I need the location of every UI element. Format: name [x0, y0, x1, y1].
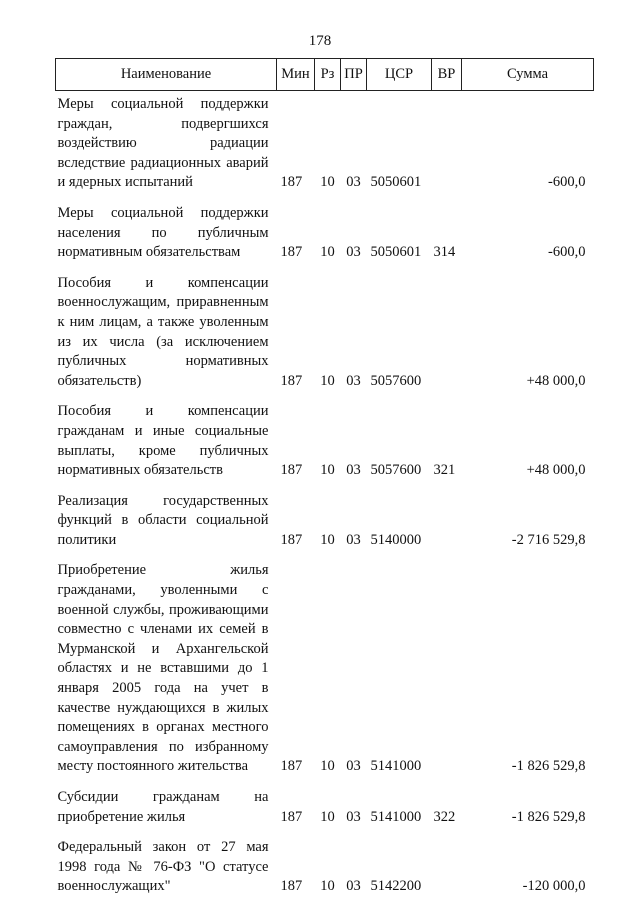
table-row: [56, 833, 594, 903]
row-min: 187: [280, 372, 303, 389]
row-sum: -120 000,0: [522, 878, 586, 895]
row-csr: 5142200: [370, 878, 422, 895]
row-pr: 03: [346, 372, 361, 389]
row-csr: 5057600: [370, 372, 422, 389]
row-sum: -2 716 529,8: [511, 531, 586, 548]
row-pr: 03: [346, 174, 361, 191]
row-vr: 314: [433, 244, 456, 261]
row-vr: [432, 833, 462, 903]
row-name: Пособия и компенсации военнослужащим, приравненным к ним лицам, а также уволенным из их числа (за исключением публичных нормативных обязательств): [57, 274, 269, 389]
row-csr: 5057600: [370, 462, 422, 479]
row-sum: -1 826 529,8: [511, 808, 586, 825]
row-name: Меры социальной поддержки граждан, подвергшихся воздействию радиации вследствие радиационных аварий и ядерных испытаний: [57, 96, 269, 191]
row-csr: 5140000: [370, 531, 422, 548]
row-pr: 03: [346, 531, 361, 548]
header-sum: Сумма: [462, 59, 594, 91]
row-pr: 03: [346, 244, 361, 261]
row-min: 187: [280, 808, 303, 825]
row-sum: +48 000,0: [526, 372, 586, 389]
row-vr: 321: [433, 462, 456, 479]
row-name: Субсидии гражданам на приобретение жилья: [57, 789, 269, 825]
row-rz: 10: [320, 372, 335, 389]
page-number: 178: [308, 33, 332, 49]
row-vr: [432, 556, 462, 783]
row-csr: 5141000: [370, 758, 422, 775]
row-rz: 10: [320, 758, 335, 775]
row-vr: 322: [433, 808, 456, 825]
table-body: [56, 91, 594, 903]
row-vr: [432, 91, 462, 199]
table-row: [56, 269, 594, 398]
row-min: 187: [280, 174, 303, 191]
row-pr: 03: [346, 462, 361, 479]
row-rz: 10: [320, 878, 335, 895]
table-row: [56, 199, 594, 269]
table-row: [56, 91, 594, 199]
table-row: [56, 556, 594, 783]
row-sum: +48 000,0: [526, 462, 586, 479]
row-name: Пособия и компенсации гражданам и иные социальные выплаты, кроме публичных нормативных обязательств: [57, 403, 269, 479]
header-csr: ЦСР: [367, 59, 432, 91]
header-vr: ВР: [432, 59, 462, 91]
row-name: Реализация государственных функций в области социальной политики: [57, 492, 269, 548]
row-vr: [432, 487, 462, 557]
row-rz: 10: [320, 808, 335, 825]
row-sum: -600,0: [548, 174, 586, 191]
row-min: 187: [280, 244, 303, 261]
table-row: [56, 783, 594, 833]
row-min: 187: [280, 878, 303, 895]
budget-table: [55, 58, 594, 903]
row-name: Меры социальной поддержки населения по публичным нормативным обязательствам: [57, 204, 269, 261]
header-pr: ПР: [341, 59, 367, 91]
row-rz: 10: [320, 462, 335, 479]
row-pr: 03: [346, 878, 361, 895]
row-rz: 10: [320, 244, 335, 261]
row-min: 187: [280, 758, 303, 775]
row-min: 187: [280, 462, 303, 479]
row-pr: 03: [346, 808, 361, 825]
table-row: [56, 397, 594, 486]
row-vr: [432, 269, 462, 398]
table-header: [56, 59, 594, 91]
header-rz: Рз: [315, 59, 341, 91]
header-min: Мин: [277, 59, 315, 91]
row-sum: -1 826 529,8: [511, 758, 586, 775]
header-name: Наименование: [56, 59, 277, 91]
row-min: 187: [280, 531, 303, 548]
row-csr: 5050601: [370, 174, 422, 191]
row-rz: 10: [320, 531, 335, 548]
row-pr: 03: [346, 758, 361, 775]
row-sum: -600,0: [548, 244, 586, 261]
row-csr: 5141000: [370, 808, 422, 825]
row-csr: 5050601: [370, 244, 422, 261]
row-name: Федеральный закон от 27 мая 1998 года № 76-ФЗ "О статусе военнослужащих": [57, 839, 269, 895]
row-rz: 10: [320, 174, 335, 191]
table-row: [56, 487, 594, 557]
row-name: Приобретение жилья гражданами, уволенными с военной службы, проживающими совместно с членами их семей в Мурманской и Архангельской областях и не вставшими до 1 января 2005 года на учет в качестве нуждающихся в жилых помещениях в органах местного самоуправления по избранному месту постоянного жительства: [57, 562, 269, 775]
